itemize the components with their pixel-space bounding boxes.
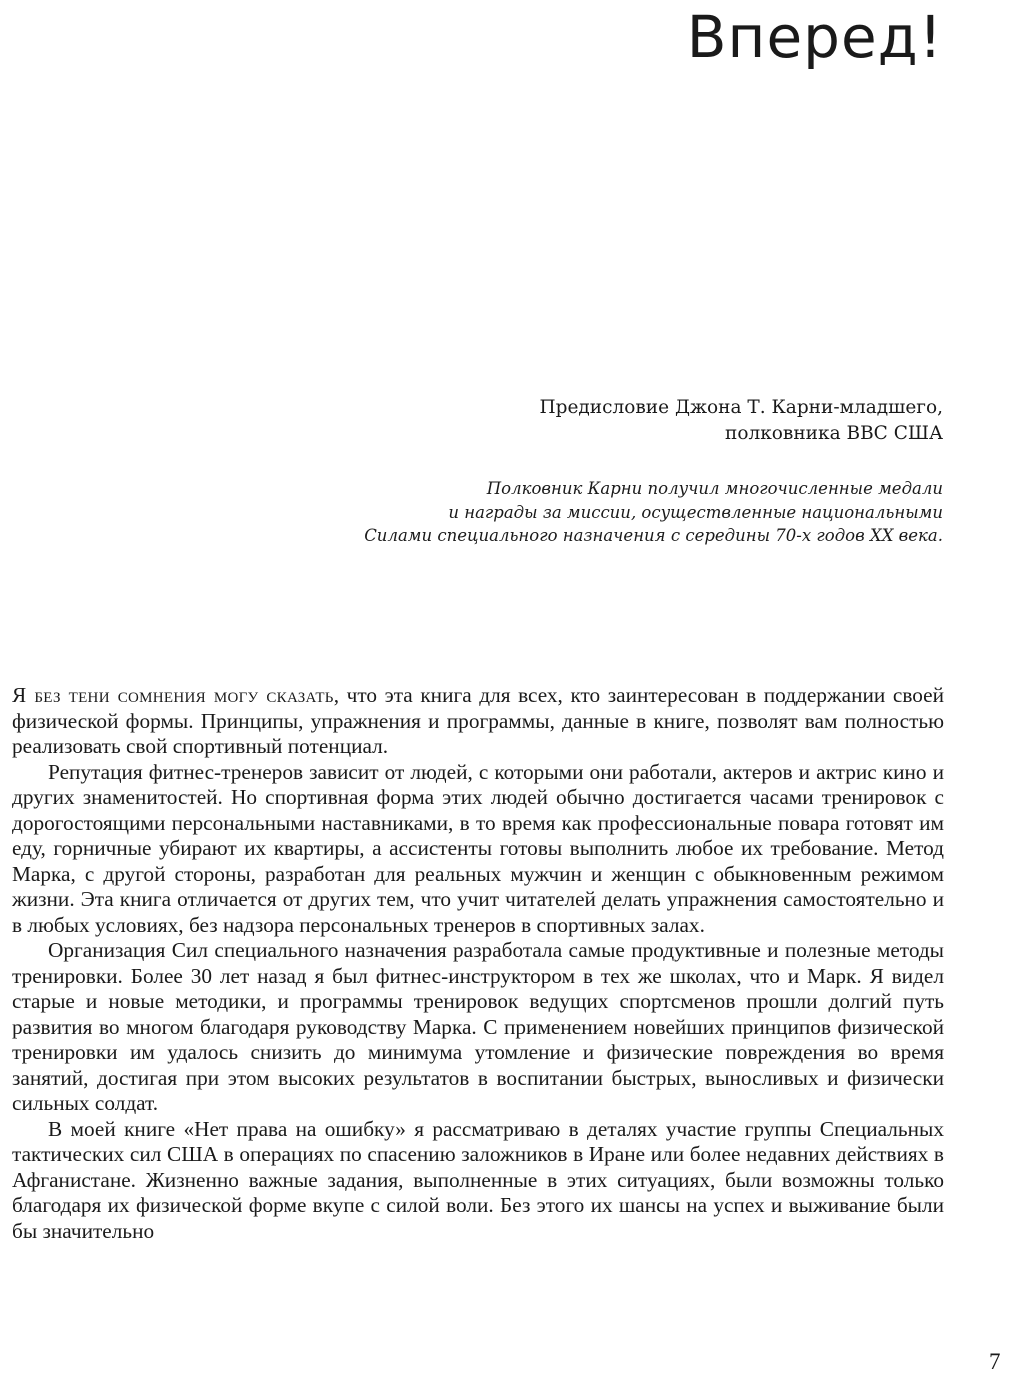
dedication-line-3: Силами специального назначения с середины 70-х годов XX века. (364, 526, 943, 545)
paragraph-4: В моей книге «Нет права на ошибку» я рассматриваю в деталях участие группы Специальных тактических сил США в операциях по спасению заложников в Иране или более недавних действиях в Афганистане. Жизненно важные задания, выполненные в этих ситуациях, были возможны только благодаря их физической форме вкупе с силой воли. Без этого их шансы на успех и выживание были бы значительно (12, 1116, 944, 1243)
foreword-byline (539, 395, 943, 447)
paragraph-1-text: , что эта книга для всех, кто заинтересован в поддержании своей физической формы. Принципы, упражнения и программы, данные в книге, позволят вам полностью реализовать свой спортивный потенциал. (12, 683, 944, 758)
dedication-line-2: и награды за миссии, осуществленные национальными (448, 502, 943, 522)
paragraph-1 (12, 683, 944, 760)
page-number: 7 (989, 1349, 1001, 1374)
byline-line-2: полковника ВВС США (725, 423, 943, 444)
dedication-line-1: Полковник Карни получил многочисленные медали (486, 479, 943, 498)
author-dedication (364, 477, 943, 548)
foreword-body (12, 683, 944, 1244)
paragraph-2: Репутация фитнес-тренеров зависит от людей, с которыми они работали, актеров и актрис кино и других знаменитостей. Но спортивная форма этих людей обычно достигается часами тренировок с дорогостоящими персональными наставниками, в то время как профессиональные повара готовят им еду, горничные убирают их квартиры, а ассистенты готовы выполнить любое их требование. Метод Марка, с другой стороны, разработан для реальных мужчин и женщин с обыкновенным режимом жизни. Эта книга отличается от других тем, что учит читателей делать упражнения самостоятельно и в любых условиях, без надзора персональных тренеров в спортивных залах. (12, 759, 944, 937)
chapter-title: Вперед! (686, 3, 943, 71)
lead-in-small-caps: Я без тени сомнения могу сказать (12, 683, 334, 707)
byline-line-1: Предисловие Джона Т. Карни-младшего, (539, 397, 943, 418)
paragraph-3: Организация Сил специального назначения разработала самые продуктивные и полезные методы тренировки. Более 30 лет назад я был фитнес-инструктором в тех же школах, что и Марк. Я видел старые и новые методики, и программы тренировок ведущих спортсменов прошли долгий путь развития во многом благодаря руководству Марка. С применением новейших принципов физической тренировки им удалось снизить до минимума утомление и физические повреждения во время занятий, достигая при этом высоких результатов в воспитании быстрых, выносливых и физически сильных солдат. (12, 938, 944, 1115)
